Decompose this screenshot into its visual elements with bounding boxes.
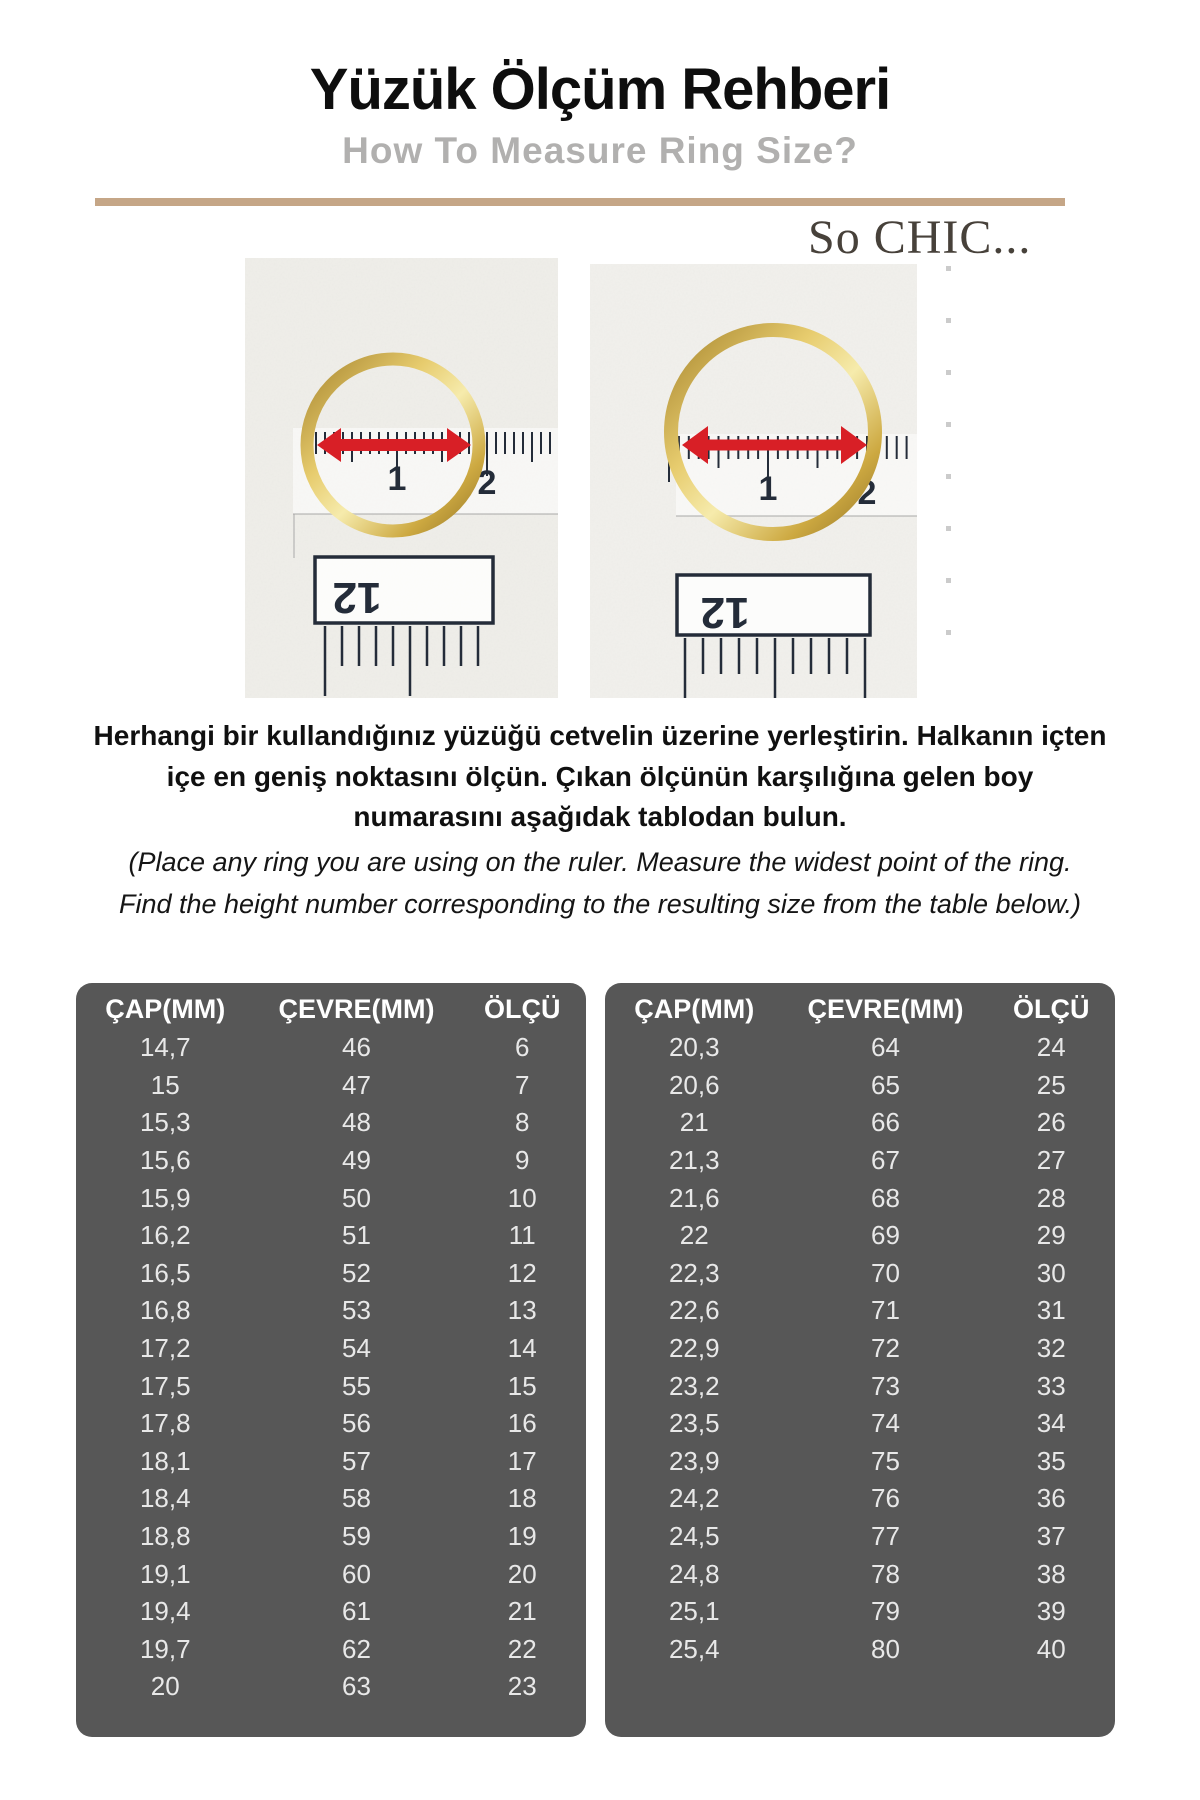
table-cell: 29 <box>1036 1220 1066 1251</box>
table-cell: 15,6 <box>139 1145 191 1176</box>
table-cell: 46 <box>342 1032 371 1063</box>
table-body <box>605 1029 1115 1668</box>
table-header-row <box>605 989 1115 1029</box>
table-row <box>605 1179 1115 1217</box>
table-cell: 13 <box>507 1295 537 1326</box>
table-cell: 79 <box>871 1596 900 1627</box>
table-cell: 16 <box>507 1408 537 1439</box>
table-cell: 47 <box>342 1069 371 1100</box>
table-cell: 16,2 <box>139 1220 191 1251</box>
table-row <box>76 1255 586 1293</box>
table-cell: 22,6 <box>668 1295 720 1326</box>
ring-photo-right <box>590 264 917 698</box>
dot <box>946 370 951 375</box>
table-row <box>605 1067 1115 1105</box>
column-header-size: ÖLÇÜ <box>484 993 561 1024</box>
table-row <box>76 1480 586 1518</box>
table-cell: 58 <box>342 1483 371 1514</box>
table-row <box>76 1631 586 1669</box>
table-cell: 18,8 <box>139 1521 191 1552</box>
table-cell: 32 <box>1036 1333 1066 1364</box>
table-cell: 38 <box>1036 1558 1066 1589</box>
table-cell: 34 <box>1036 1408 1066 1439</box>
table-cell: 70 <box>871 1257 900 1288</box>
table-cell: 75 <box>871 1445 900 1476</box>
size-table-left <box>76 983 586 1737</box>
table-cell: 23,9 <box>668 1445 720 1476</box>
column-header-circumference: ÇEVRE(MM) <box>278 993 435 1024</box>
size-table-right <box>605 983 1115 1737</box>
table-row <box>76 1217 586 1255</box>
table-cell: 19 <box>507 1521 537 1552</box>
table-cell: 35 <box>1036 1445 1066 1476</box>
table-cell: 69 <box>871 1220 900 1251</box>
flipped-ruler-number: 12 <box>700 588 750 637</box>
table-row <box>605 1292 1115 1330</box>
table-cell: 15 <box>507 1370 537 1401</box>
instructions-turkish: Herhangi bir kullandığınız yüzüğü cetvelin üzerine yerleştirin. Halkanın içten içe en geniş noktasını ölçün. Çıkan ölçünün karşılığına gelen boy numarasını aşağıdak tablodan bulun. <box>93 720 1107 833</box>
table-cell: 73 <box>871 1370 900 1401</box>
table-row <box>76 1405 586 1443</box>
table-cell: 25,4 <box>668 1633 720 1664</box>
table-cell: 15 <box>150 1069 180 1100</box>
table-cell: 21,6 <box>668 1182 720 1213</box>
table-header-row <box>76 989 586 1029</box>
table-cell: 50 <box>342 1182 371 1213</box>
table-cell: 62 <box>342 1633 371 1664</box>
table-cell: 60 <box>342 1558 371 1589</box>
table-cell: 23,5 <box>668 1408 720 1439</box>
table-row <box>605 1443 1115 1481</box>
table-cell: 71 <box>871 1295 900 1326</box>
table-cell: 51 <box>342 1220 371 1251</box>
dot <box>946 422 951 427</box>
table-cell: 68 <box>871 1182 900 1213</box>
page-subtitle: How To Measure Ring Size? <box>342 130 858 171</box>
table-cell: 15,9 <box>139 1182 191 1213</box>
table-cell: 61 <box>342 1596 371 1627</box>
table-cell: 23 <box>507 1671 537 1702</box>
table-row <box>76 1367 586 1405</box>
ruler-number: 2 <box>857 474 877 512</box>
table-cell: 72 <box>871 1333 900 1364</box>
table-cell: 24 <box>1036 1032 1066 1063</box>
column-header-circumference: ÇEVRE(MM) <box>807 993 964 1024</box>
table-row <box>76 1593 586 1631</box>
table-cell: 22,3 <box>668 1257 720 1288</box>
table-cell: 24,5 <box>668 1521 720 1552</box>
table-row <box>605 1142 1115 1180</box>
table-cell: 25,1 <box>668 1596 720 1627</box>
table-cell: 77 <box>871 1521 900 1552</box>
table-row <box>605 1255 1115 1293</box>
table-cell: 66 <box>871 1107 900 1138</box>
dot <box>946 266 951 271</box>
brand-logo: So CHIC... <box>808 211 1032 264</box>
table-cell: 67 <box>871 1145 900 1176</box>
table-cell: 17,8 <box>139 1408 191 1439</box>
table-cell: 14 <box>507 1333 537 1364</box>
table-cell: 33 <box>1036 1370 1066 1401</box>
table-row <box>76 1330 586 1368</box>
ruler-number: 1 <box>758 470 778 508</box>
table-cell: 11 <box>508 1220 536 1251</box>
table-cell: 26 <box>1036 1107 1066 1138</box>
table-cell: 17,2 <box>139 1333 191 1364</box>
table-cell: 25 <box>1036 1069 1066 1100</box>
table-cell: 18,4 <box>139 1483 191 1514</box>
table-row <box>605 1367 1115 1405</box>
table-cell: 63 <box>342 1671 371 1702</box>
ruler-number: 1 <box>387 460 407 498</box>
table-cell: 19,1 <box>139 1558 191 1589</box>
table-cell: 30 <box>1036 1257 1066 1288</box>
table-row <box>605 1480 1115 1518</box>
table-row <box>605 1518 1115 1556</box>
table-cell: 78 <box>871 1558 900 1589</box>
table-cell: 39 <box>1036 1596 1066 1627</box>
table-row <box>605 1029 1115 1067</box>
table-cell: 24,2 <box>668 1483 720 1514</box>
dotted-line <box>946 266 951 635</box>
table-row <box>76 1518 586 1556</box>
table-cell: 21 <box>679 1107 709 1138</box>
ring-photo-left <box>245 258 558 698</box>
table-cell: 76 <box>871 1483 900 1514</box>
table-cell: 6 <box>515 1032 530 1063</box>
ruler-number: 2 <box>477 464 497 502</box>
table-cell: 10 <box>507 1182 537 1213</box>
table-cell: 59 <box>342 1521 371 1552</box>
table-row <box>76 1067 586 1105</box>
table-cell: 18,1 <box>139 1445 191 1476</box>
table-row <box>605 1217 1115 1255</box>
flipped-ruler-number: 12 <box>332 573 382 622</box>
table-cell: 20 <box>150 1671 180 1702</box>
table-cell: 49 <box>342 1145 371 1176</box>
column-header-diameter: ÇAP(MM) <box>634 993 755 1024</box>
table-cell: 19,4 <box>139 1596 191 1627</box>
table-cell: 18 <box>507 1483 537 1514</box>
table-cell: 22 <box>679 1220 709 1251</box>
table-cell: 22 <box>507 1633 537 1664</box>
table-cell: 52 <box>342 1257 371 1288</box>
column-header-size: ÖLÇÜ <box>1013 993 1090 1024</box>
table-cell: 9 <box>515 1145 530 1176</box>
page-title: Yüzük Ölçüm Rehberi <box>309 57 891 122</box>
table-cell: 15,3 <box>139 1107 191 1138</box>
table-cell: 24,8 <box>668 1558 720 1589</box>
table-cell: 20 <box>507 1558 537 1589</box>
table-cell: 36 <box>1036 1483 1066 1514</box>
table-cell: 31 <box>1036 1295 1066 1326</box>
dot <box>946 318 951 323</box>
table-row <box>76 1029 586 1067</box>
table-cell: 20,3 <box>668 1032 720 1063</box>
table-cell: 57 <box>342 1445 371 1476</box>
table-cell: 56 <box>342 1408 371 1439</box>
table-row <box>76 1292 586 1330</box>
table-cell: 8 <box>515 1107 530 1138</box>
table-row <box>76 1555 586 1593</box>
table-cell: 16,5 <box>139 1257 191 1288</box>
table-cell: 22,9 <box>668 1333 720 1364</box>
table-row <box>76 1104 586 1142</box>
table-cell: 28 <box>1036 1182 1066 1213</box>
table-cell: 14,7 <box>139 1032 191 1063</box>
dot <box>946 474 951 479</box>
table-cell: 74 <box>871 1408 900 1439</box>
table-row <box>76 1179 586 1217</box>
table-cell: 27 <box>1036 1145 1066 1176</box>
table-row <box>76 1443 586 1481</box>
divider-line <box>95 198 1065 206</box>
table-row <box>605 1555 1115 1593</box>
dot <box>946 630 951 635</box>
table-cell: 48 <box>342 1107 371 1138</box>
table-cell: 80 <box>871 1633 900 1664</box>
table-cell: 55 <box>342 1370 371 1401</box>
table-cell: 53 <box>342 1295 371 1326</box>
table-cell: 40 <box>1036 1633 1066 1664</box>
table-cell: 21 <box>507 1596 537 1627</box>
table-body <box>76 1029 586 1706</box>
table-cell: 20,6 <box>668 1069 720 1100</box>
table-row <box>605 1631 1115 1669</box>
table-cell: 7 <box>515 1069 530 1100</box>
table-row <box>605 1104 1115 1142</box>
table-cell: 54 <box>342 1333 371 1364</box>
table-cell: 16,8 <box>139 1295 191 1326</box>
table-cell: 19,7 <box>139 1633 191 1664</box>
table-cell: 17 <box>507 1445 537 1476</box>
column-header-diameter: ÇAP(MM) <box>105 993 226 1024</box>
table-cell: 23,2 <box>668 1370 720 1401</box>
table-row <box>76 1668 586 1706</box>
table-cell: 12 <box>507 1257 537 1288</box>
dot <box>946 526 951 531</box>
table-cell: 37 <box>1036 1521 1066 1552</box>
table-row <box>605 1330 1115 1368</box>
table-cell: 17,5 <box>139 1370 191 1401</box>
dot <box>946 578 951 583</box>
table-cell: 21,3 <box>668 1145 720 1176</box>
table-row <box>76 1142 586 1180</box>
table-cell: 64 <box>871 1032 900 1063</box>
table-row <box>605 1593 1115 1631</box>
table-row <box>605 1405 1115 1443</box>
instructions-english: (Place any ring you are using on the ruler. Measure the widest point of the ring. Find the height number corresponding to the resulting size from the table below.) <box>118 847 1082 919</box>
table-cell: 65 <box>871 1069 900 1100</box>
